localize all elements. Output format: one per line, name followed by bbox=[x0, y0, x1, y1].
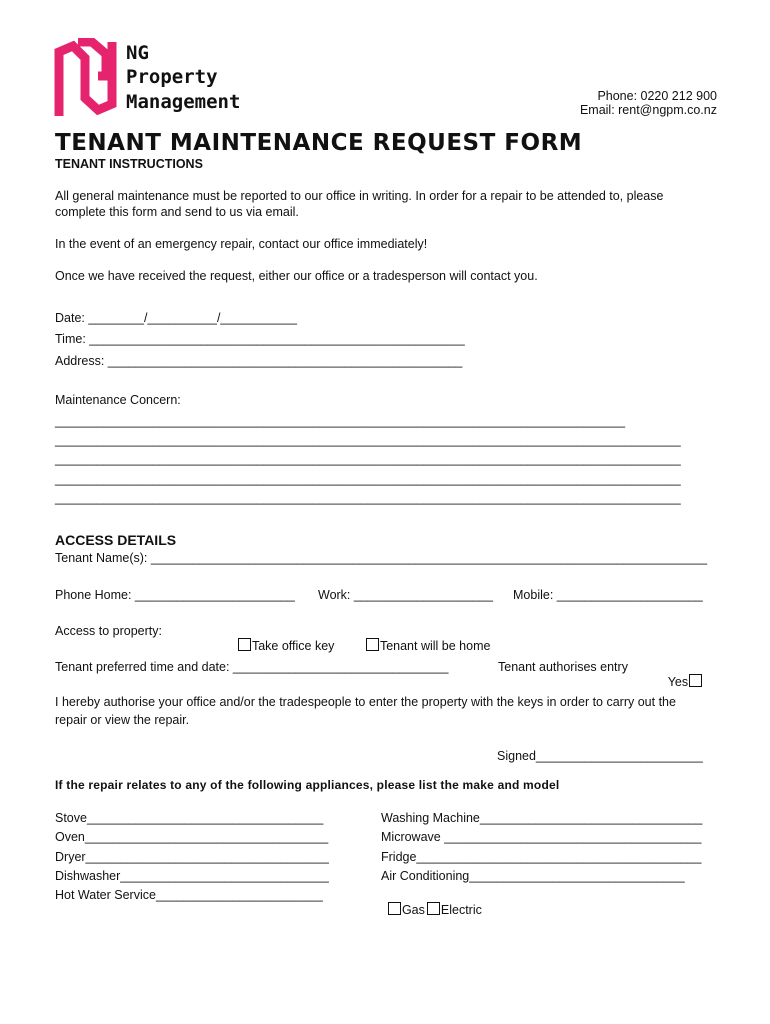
authorise-yes-option[interactable] bbox=[661, 660, 703, 689]
authorisation-line2: repair or view the repair. bbox=[55, 713, 190, 727]
instructions-para1-line2: complete this form and send to us via email. bbox=[55, 205, 299, 219]
electric-label: Electric bbox=[440, 903, 482, 917]
washing-machine-field[interactable]: Washing Machine________________________________ bbox=[381, 811, 703, 825]
tenant-will-be-home-label: Tenant will be home bbox=[379, 639, 491, 653]
concern-line[interactable]: __________________________________________________________________________________________ bbox=[55, 491, 681, 505]
hot-water-service-field[interactable]: Hot Water Service________________________ bbox=[55, 888, 323, 902]
take-office-key-checkbox[interactable] bbox=[238, 638, 251, 651]
contact-phone: Phone: 0220 212 900 bbox=[597, 89, 717, 103]
gas-checkbox[interactable] bbox=[388, 902, 401, 915]
contact-email: Email: rent@ngpm.co.nz bbox=[579, 103, 717, 117]
instructions-para1-line1: All general maintenance must be reported to our office in writing. In order for a repair to be attended to, please bbox=[55, 189, 664, 203]
tenant-names-field[interactable]: Tenant Name(s): ________________________________________________________________________________ bbox=[55, 551, 708, 565]
maintenance-concern-label: Maintenance Concern: bbox=[55, 393, 181, 407]
concern-line[interactable]: __________________________________________________________________________________________ bbox=[55, 472, 681, 486]
tenant-authorises-entry-label: Tenant authorises entry bbox=[498, 660, 628, 674]
concern-line[interactable]: __________________________________________________________________________________________ bbox=[55, 452, 681, 466]
address-field[interactable]: Address: ___________________________________________________ bbox=[55, 354, 463, 368]
fridge-field[interactable]: Fridge_________________________________________ bbox=[381, 850, 702, 864]
access-to-property-label: Access to property: bbox=[55, 624, 162, 638]
tenant-will-be-home-option[interactable] bbox=[359, 624, 490, 653]
dryer-field[interactable]: Dryer___________________________________ bbox=[55, 850, 329, 864]
concern-line[interactable]: __________________________________________________________________________________ bbox=[55, 414, 626, 428]
phone-home-field[interactable]: Phone Home: _______________________ bbox=[55, 588, 295, 602]
page-title: TENANT MAINTENANCE REQUEST FORM bbox=[55, 130, 583, 156]
instructions-para2: In the event of an emergency repair, contact our office immediately! bbox=[55, 237, 428, 251]
logo-line-management: Management bbox=[126, 91, 241, 113]
signed-field[interactable]: Signed________________________ bbox=[497, 749, 703, 763]
oven-field[interactable]: Oven___________________________________ bbox=[55, 830, 329, 844]
air-conditioning-field[interactable]: Air Conditioning_______________________________ bbox=[381, 869, 685, 883]
stove-field[interactable]: Stove__________________________________ bbox=[55, 811, 324, 825]
mobile-field[interactable]: Mobile: _____________________ bbox=[513, 588, 703, 602]
time-field[interactable]: Time: ______________________________________________________ bbox=[55, 332, 465, 346]
hot-water-type-options[interactable] bbox=[381, 888, 482, 917]
logo bbox=[54, 38, 269, 120]
logo-line-ng: NG bbox=[126, 42, 149, 64]
dishwasher-field[interactable]: Dishwasher______________________________ bbox=[55, 869, 329, 883]
authorise-yes-label: Yes bbox=[667, 675, 689, 689]
take-office-key-label: Take office key bbox=[251, 639, 335, 653]
authorisation-line1: I hereby authorise your office and/or the tradespeople to enter the property with the keys in order to carry out the bbox=[55, 695, 676, 709]
tenant-will-be-home-checkbox[interactable] bbox=[366, 638, 379, 651]
instructions-para3: Once we have received the request, either our office or a tradesperson will contact you. bbox=[55, 269, 538, 283]
electric-checkbox[interactable] bbox=[427, 902, 440, 915]
authorise-yes-checkbox[interactable] bbox=[689, 674, 702, 687]
preferred-time-field[interactable]: Tenant preferred time and date: _______________________________ bbox=[55, 660, 449, 674]
instructions-heading: TENANT INSTRUCTIONS bbox=[55, 157, 203, 171]
concern-line[interactable]: __________________________________________________________________________________________ bbox=[55, 433, 681, 447]
access-details-heading: ACCESS DETAILS bbox=[55, 532, 177, 548]
work-phone-field[interactable]: Work: ____________________ bbox=[318, 588, 493, 602]
take-office-key-option[interactable] bbox=[231, 624, 334, 653]
logo-line-property: Property bbox=[126, 66, 218, 88]
appliances-heading: If the repair relates to any of the following appliances, please list the make and model bbox=[55, 778, 560, 792]
microwave-field[interactable]: Microwave _____________________________________ bbox=[381, 830, 702, 844]
date-field[interactable]: Date: ________/__________/___________ bbox=[55, 311, 297, 325]
gas-label: Gas bbox=[401, 903, 425, 917]
ng-monogram-icon bbox=[54, 38, 120, 120]
